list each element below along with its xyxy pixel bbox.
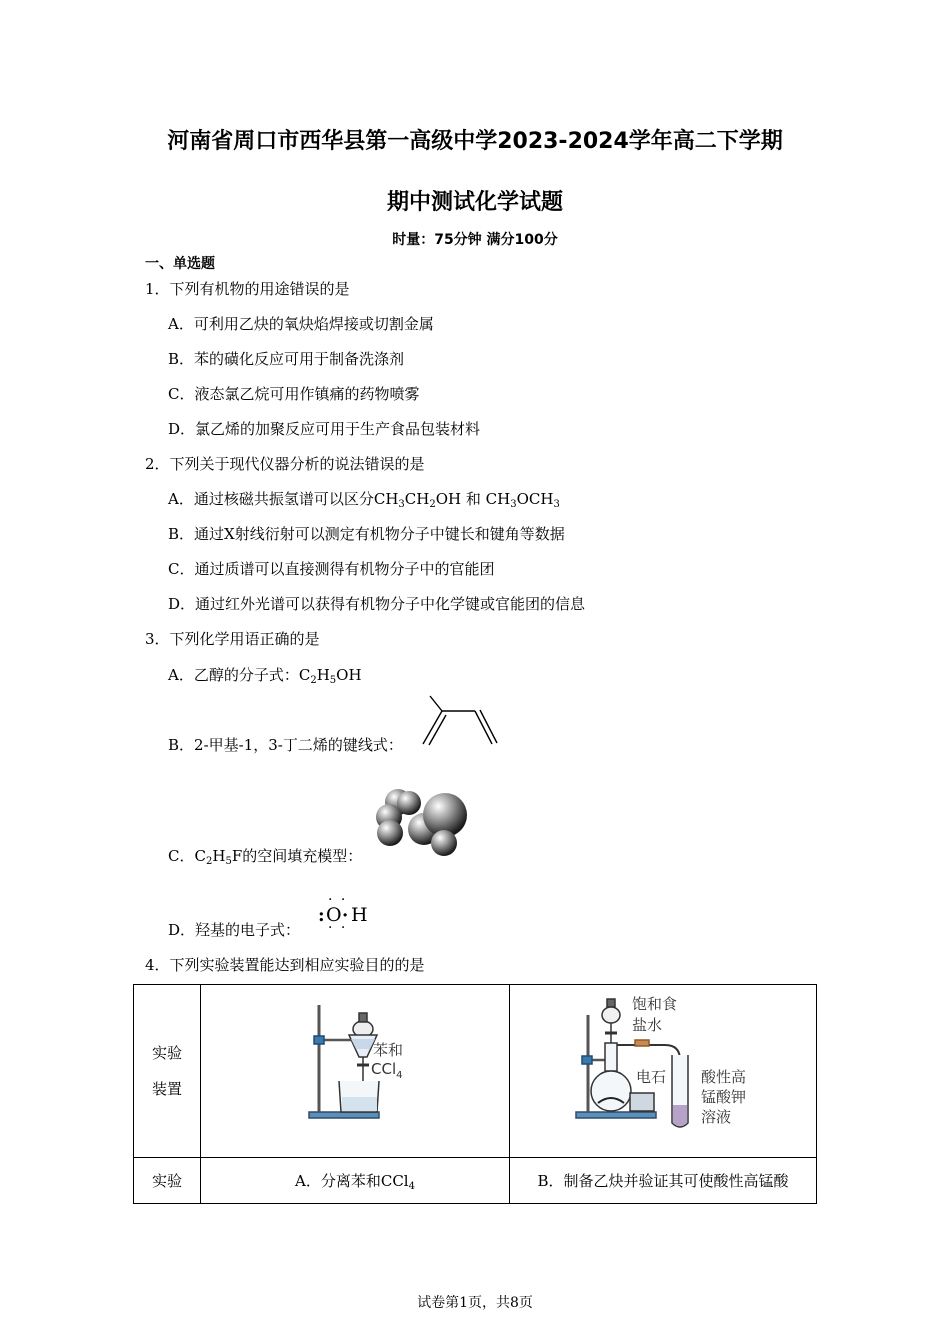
section-title: 一、单选题 <box>145 256 215 272</box>
question-1-option-a: A．可利用乙炔的氧炔焰焊接或切割金属 <box>168 315 434 333</box>
question-1-option-b: B．苯的磺化反应可用于制备洗涤剂 <box>168 350 405 368</box>
formula-ethanol-molecular: $C_2H_5OH$ <box>298 666 362 686</box>
question-1-stem: 1．下列有机物的用途错误的是 <box>145 280 350 298</box>
question-2-option-d: D．通过红外光谱可以获得有机物分子中化学键或官能团的信息 <box>168 595 586 613</box>
apparatus-a-label-2: CCl$_4$ <box>371 1060 403 1081</box>
option-a-text: A．通过核磁共振氢谱可以区分 <box>168 490 374 508</box>
question-1-option-d: D．氯乙烯的加聚反应可用于生产食品包装材料 <box>168 420 481 438</box>
question-3-option-d: D．羟基的电子式： <box>168 921 301 939</box>
purpose-b-cell: B．制备乙炔并验证其可使酸性高锰酸 <box>510 1158 817 1204</box>
exam-meta: 时量：75分钟 满分100分 <box>392 232 558 248</box>
formula-ethanol: $CH_3CH_2OH$ <box>373 490 462 510</box>
apparatus-b-label-3: 电石 <box>636 1068 667 1086</box>
question-1-option-c: C．液态氯乙烷可用作镇痛的药物喷雾 <box>168 385 420 403</box>
question-3-option-a: A．乙醇的分子式：$C_2H_5OH$ <box>168 666 362 686</box>
apparatus-b-label-4: 酸性高 <box>701 1068 747 1086</box>
formula-fluoroethane: $C_2H_5F$ <box>194 847 243 867</box>
question-2-option-a <box>168 488 560 509</box>
formula-dimethyl-ether: $CH_3OCH_3$ <box>485 490 560 510</box>
exam-title-line-1: 河南省周口市西华县第一高级中学2023-2024学年高二下学期 <box>167 129 783 154</box>
page-footer: 试卷第1页，共8页 <box>417 1295 533 1311</box>
table-row-purpose <box>134 1158 817 1204</box>
apparatus-a-label-1: 苯和 <box>373 1041 404 1059</box>
question-3-option-b: B．2-甲基-1，3-丁二烯的键线式： <box>168 736 403 754</box>
apparatus-b-label-2: 盐水 <box>632 1016 663 1034</box>
question-2-stem: 2．下列关于现代仪器分析的说法错误的是 <box>145 455 425 473</box>
acetylene-generation-diagram <box>510 985 816 1157</box>
apparatus-a-cell <box>201 985 510 1158</box>
question-2-option-b: B．通过X射线衍射可以测定有机物分子中键长和键角等数据 <box>168 525 565 543</box>
exam-title-line-2: 期中测试化学试题 <box>386 190 563 215</box>
table-row-label-apparatus: 实验 装置 <box>134 985 201 1158</box>
apparatus-b-label-6: 溶液 <box>701 1108 732 1126</box>
table-row-apparatus <box>134 985 817 1158</box>
skeletal-formula-isoprene <box>418 694 498 750</box>
conjunction: 和 <box>461 490 486 508</box>
space-filling-model <box>374 782 470 860</box>
question-4-stem: 4．下列实验装置能达到相应实验目的的是 <box>145 956 425 974</box>
separatory-funnel-diagram <box>201 985 509 1157</box>
table-row-label-purpose: 实验 <box>134 1158 201 1204</box>
question-3-stem: 3．下列化学用语正确的是 <box>145 630 320 648</box>
electron-dot-hydroxyl: : · · O · · · H <box>318 892 368 936</box>
experiment-table <box>133 984 817 1204</box>
apparatus-b-label-5: 锰酸钾 <box>701 1088 747 1106</box>
apparatus-b-label-1: 饱和食 <box>632 995 678 1013</box>
question-3-option-c: C．$C_2H_5F$的空间填充模型： <box>168 847 363 867</box>
question-2-option-c: C．通过质谱可以直接测得有机物分子中的官能团 <box>168 560 495 578</box>
purpose-a-cell: A．分离苯和CCl$_4$ <box>201 1158 510 1204</box>
apparatus-b-cell <box>510 985 817 1158</box>
